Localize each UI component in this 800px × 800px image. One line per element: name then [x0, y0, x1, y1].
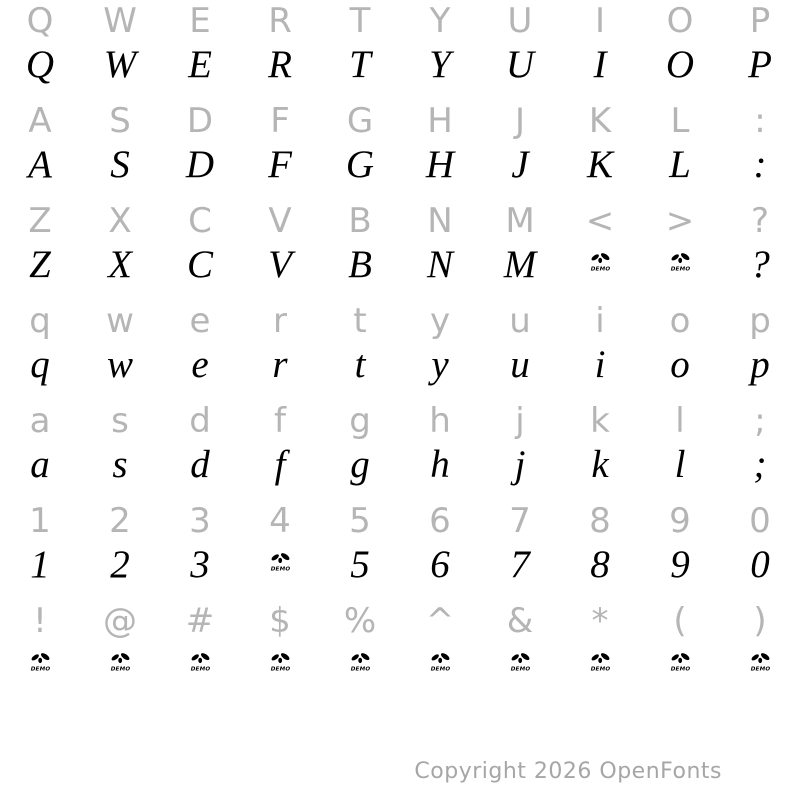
ref-glyph: U [507, 1, 533, 41]
preview-row-5 [0, 445, 800, 500]
preview-glyph: ; [753, 443, 767, 486]
preview-glyph: k [591, 443, 609, 486]
demo-glyph-label: DEMO [30, 665, 50, 672]
preview-glyph: C [186, 243, 213, 286]
demo-glyph-label: DEMO [430, 665, 450, 672]
preview-row-2 [0, 145, 800, 200]
ref-glyph: D [186, 101, 214, 141]
ref-glyph: < [585, 201, 615, 241]
preview-glyph: i [594, 343, 606, 386]
ref-glyph: S [109, 101, 131, 141]
demo-glyph-label: DEMO [670, 665, 690, 672]
demo-glyph [240, 645, 320, 700]
preview-glyph: L [669, 143, 691, 186]
preview-glyph: j [514, 443, 526, 486]
ref-glyph: & [506, 601, 534, 641]
preview-glyph: O [665, 43, 695, 86]
preview-glyph: 2 [110, 543, 130, 586]
preview-glyph: 1 [30, 543, 50, 586]
demo-glyph-icon [589, 252, 612, 272]
demo-glyph-icon [189, 652, 212, 672]
ref-glyph: p [749, 301, 771, 341]
preview-glyph: t [354, 343, 366, 386]
demo-glyph-label: DEMO [190, 665, 210, 672]
preview-glyph: M [503, 243, 537, 286]
ref-glyph: ? [750, 201, 770, 241]
reference-row-7 [0, 600, 800, 645]
ref-glyph: A [28, 101, 52, 141]
demo-glyph-label: DEMO [270, 565, 290, 572]
preview-row-7 [0, 645, 800, 700]
ref-glyph: Z [28, 201, 52, 241]
ref-glyph: 1 [29, 501, 51, 541]
copyright-text: Copyright 2026 OpenFonts [414, 759, 722, 784]
demo-glyph-label: DEMO [750, 665, 770, 672]
preview-glyph: f [274, 443, 286, 486]
glyph-row-pair-2 [0, 100, 800, 200]
ref-glyph: f [274, 401, 286, 441]
glyph-row-pair-5 [0, 400, 800, 500]
ref-glyph: F [270, 101, 290, 141]
ref-glyph: # [185, 601, 215, 641]
preview-glyph: A [28, 143, 52, 186]
preview-glyph: : [753, 143, 767, 186]
preview-glyph: d [190, 443, 210, 486]
preview-glyph: U [505, 43, 535, 86]
demo-glyph-label: DEMO [590, 665, 610, 672]
ref-glyph: k [590, 401, 610, 441]
demo-glyph [640, 645, 720, 700]
demo-glyph-label: DEMO [510, 665, 530, 672]
ref-glyph: t [353, 301, 367, 341]
glyph-row-pair-1 [0, 0, 800, 100]
ref-glyph: @ [103, 601, 137, 641]
ref-glyph: ; [754, 401, 766, 441]
ref-glyph: ) [753, 601, 767, 641]
demo-glyph-icon [269, 552, 292, 572]
demo-glyph-icon [269, 652, 292, 672]
glyph-row-pair-3 [0, 200, 800, 300]
ref-glyph: Q [26, 1, 54, 41]
preview-glyph: 7 [510, 543, 530, 586]
preview-glyph: w [106, 343, 133, 386]
ref-glyph: 7 [509, 501, 531, 541]
preview-glyph: X [108, 243, 132, 286]
preview-glyph: l [674, 443, 686, 486]
ref-glyph: > [665, 201, 695, 241]
ref-glyph: X [108, 201, 132, 241]
ref-glyph: o [669, 301, 691, 341]
ref-glyph: K [588, 101, 612, 141]
ref-glyph: g [349, 401, 371, 441]
reference-row-2 [0, 100, 800, 145]
preview-glyph: Z [29, 243, 51, 286]
preview-glyph: E [188, 43, 212, 86]
preview-glyph: J [511, 143, 529, 186]
ref-glyph: W [103, 1, 137, 41]
ref-glyph: M [505, 201, 535, 241]
preview-glyph: 6 [430, 543, 450, 586]
preview-glyph: K [586, 143, 613, 186]
demo-glyph [0, 645, 80, 700]
ref-glyph: Y [429, 1, 451, 41]
demo-glyph-label: DEMO [590, 265, 610, 272]
ref-glyph: 5 [349, 501, 371, 541]
ref-glyph: 2 [109, 501, 131, 541]
ref-glyph: r [273, 301, 287, 341]
preview-glyph: e [191, 343, 209, 386]
ref-glyph: N [427, 201, 453, 241]
ref-glyph: 6 [429, 501, 451, 541]
ref-glyph: s [111, 401, 129, 441]
ref-glyph: 4 [269, 501, 291, 541]
preview-glyph: 3 [190, 543, 210, 586]
demo-glyph-icon [589, 652, 612, 672]
preview-glyph: u [510, 343, 530, 386]
preview-glyph: P [748, 43, 772, 86]
ref-glyph: ^ [425, 601, 455, 641]
demo-glyph [720, 645, 800, 700]
ref-glyph: ! [33, 601, 47, 641]
ref-glyph: w [106, 301, 134, 341]
ref-glyph: q [29, 301, 51, 341]
demo-glyph [560, 245, 640, 300]
demo-glyph-icon [429, 652, 452, 672]
preview-glyph: I [593, 43, 607, 86]
preview-glyph: 8 [590, 543, 610, 586]
glyph-row-pair-6 [0, 500, 800, 600]
preview-glyph: y [431, 343, 449, 386]
ref-glyph: E [189, 1, 211, 41]
preview-glyph: 9 [670, 543, 690, 586]
preview-glyph: N [426, 243, 453, 286]
ref-glyph: R [268, 1, 292, 41]
demo-glyph [80, 645, 160, 700]
reference-row-3 [0, 200, 800, 245]
ref-glyph: G [346, 101, 374, 141]
preview-glyph: H [425, 143, 455, 186]
demo-glyph-icon [29, 652, 52, 672]
demo-glyph [320, 645, 400, 700]
preview-glyph: S [110, 143, 130, 186]
preview-glyph: q [30, 343, 50, 386]
demo-glyph-icon [509, 652, 532, 672]
ref-glyph: J [514, 101, 526, 141]
preview-glyph: D [185, 143, 215, 186]
ref-glyph: 8 [589, 501, 611, 541]
ref-glyph: B [348, 201, 372, 241]
preview-glyph: r [272, 343, 288, 386]
glyph-row-pair-7 [0, 600, 800, 700]
ref-glyph: d [189, 401, 211, 441]
demo-glyph [640, 245, 720, 300]
demo-glyph-label: DEMO [270, 665, 290, 672]
preview-glyph: g [350, 443, 370, 486]
ref-glyph: 3 [189, 501, 211, 541]
ref-glyph: a [29, 401, 51, 441]
demo-glyph-icon [749, 652, 772, 672]
preview-row-3 [0, 245, 800, 300]
demo-glyph-icon [669, 652, 692, 672]
glyph-row-pair-4 [0, 300, 800, 400]
reference-row-5 [0, 400, 800, 445]
reference-row-4 [0, 300, 800, 345]
ref-glyph: O [666, 1, 694, 41]
preview-glyph: h [430, 443, 450, 486]
ref-glyph: $ [269, 601, 291, 641]
demo-glyph [480, 645, 560, 700]
ref-glyph: V [268, 201, 292, 241]
demo-glyph-icon [349, 652, 372, 672]
demo-glyph-icon [669, 252, 692, 272]
ref-glyph: P [749, 1, 771, 41]
demo-glyph-icon [109, 652, 132, 672]
preview-glyph: R [268, 43, 292, 86]
preview-glyph: B [348, 243, 372, 286]
ref-glyph: i [595, 301, 605, 341]
preview-glyph: ? [750, 243, 770, 286]
reference-row-6 [0, 500, 800, 545]
preview-glyph: V [268, 243, 292, 286]
ref-glyph: : [754, 101, 766, 141]
ref-glyph: L [670, 101, 690, 141]
preview-row-4 [0, 345, 800, 400]
ref-glyph: y [429, 301, 451, 341]
ref-glyph: h [429, 401, 451, 441]
preview-glyph: a [30, 443, 50, 486]
demo-glyph-label: DEMO [110, 665, 130, 672]
preview-glyph: 0 [750, 543, 770, 586]
preview-glyph: W [103, 43, 137, 86]
preview-glyph: s [112, 443, 128, 486]
ref-glyph: ( [673, 601, 687, 641]
ref-glyph: 0 [749, 501, 771, 541]
ref-glyph: T [349, 1, 371, 41]
preview-glyph: p [750, 343, 770, 386]
ref-glyph: * [591, 601, 609, 641]
reference-row-1 [0, 0, 800, 45]
preview-glyph: G [345, 143, 375, 186]
demo-glyph [400, 645, 480, 700]
preview-glyph: Q [25, 43, 55, 86]
demo-glyph [160, 645, 240, 700]
preview-glyph: o [670, 343, 690, 386]
ref-glyph: H [427, 101, 453, 141]
ref-glyph: 9 [669, 501, 691, 541]
ref-glyph: j [515, 401, 525, 441]
preview-glyph: T [349, 43, 371, 86]
preview-glyph: 5 [350, 543, 370, 586]
demo-glyph [560, 645, 640, 700]
ref-glyph: e [189, 301, 211, 341]
ref-glyph: l [675, 401, 685, 441]
ref-glyph: u [509, 301, 531, 341]
preview-row-1 [0, 45, 800, 100]
ref-glyph: % [343, 601, 377, 641]
preview-row-6 [0, 545, 800, 600]
ref-glyph: C [188, 201, 212, 241]
demo-glyph-label: DEMO [670, 265, 690, 272]
demo-glyph-label: DEMO [350, 665, 370, 672]
ref-glyph: I [594, 1, 606, 41]
preview-glyph: F [268, 143, 292, 186]
preview-glyph: Y [429, 43, 451, 86]
demo-glyph [240, 545, 320, 600]
